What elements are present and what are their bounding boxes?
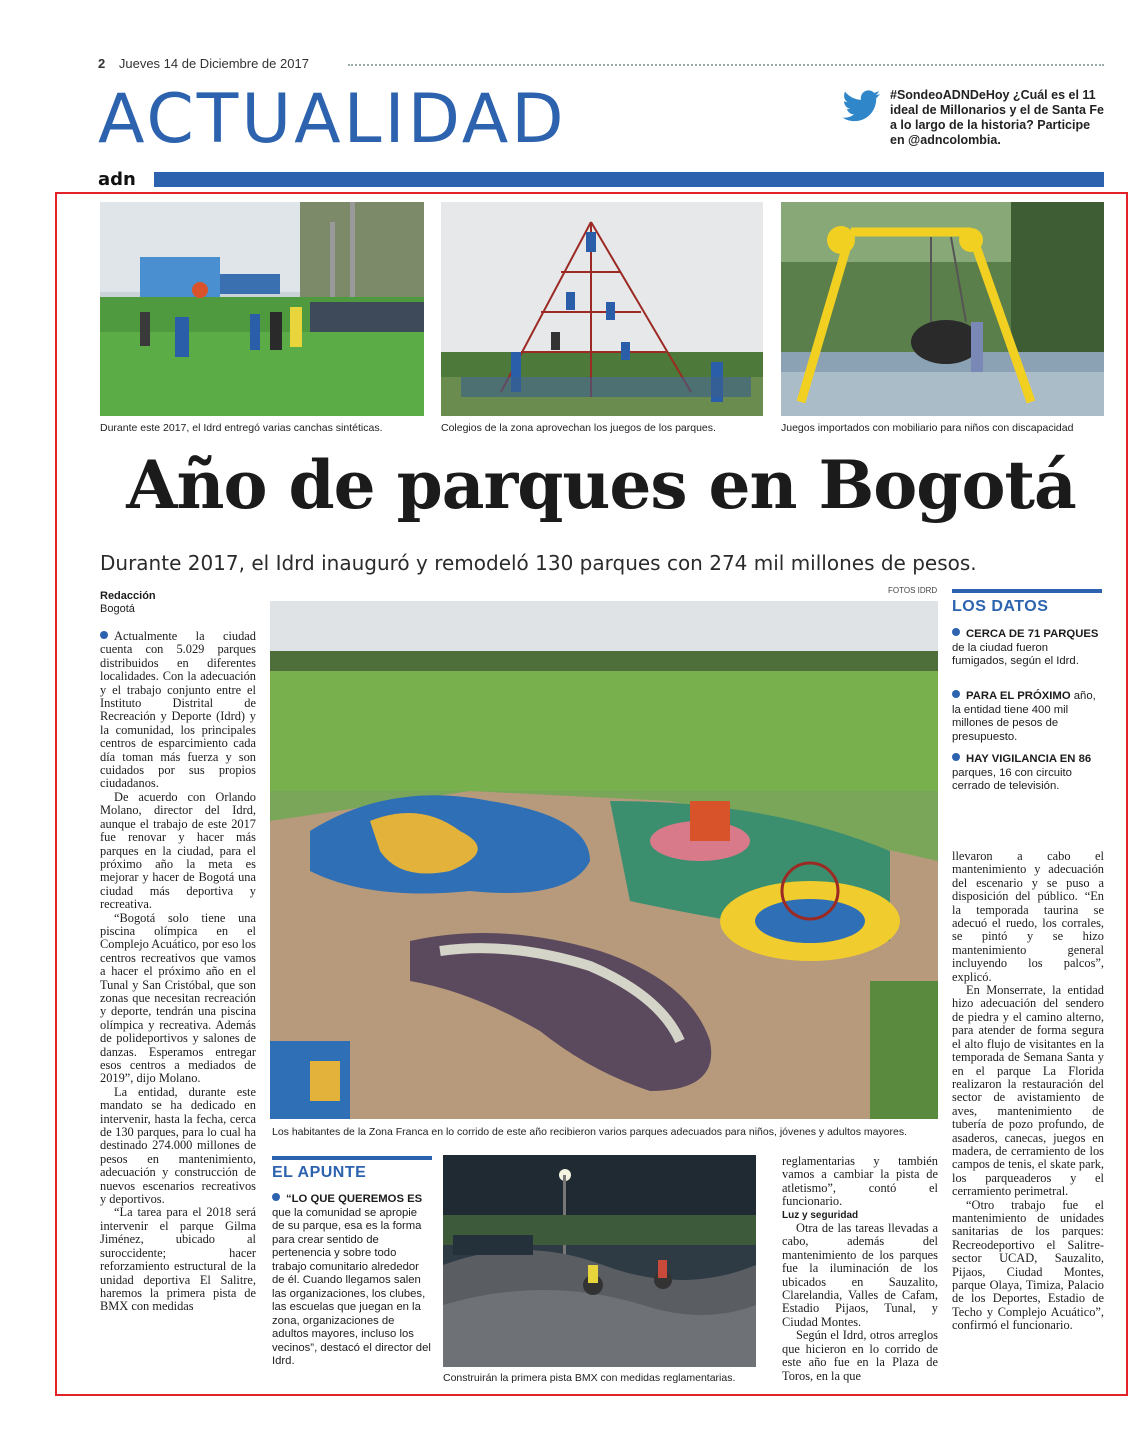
apunte-title: EL APUNTE	[272, 1164, 367, 1181]
section-subhead: Luz y seguridad	[782, 1209, 859, 1221]
subheadline: Durante 2017, el Idrd inauguró y remodeló 130 parques con 274 mil millones de pesos.	[100, 551, 977, 575]
article-column-3	[782, 1155, 938, 1383]
twitter-bird-icon	[842, 90, 882, 124]
bullet-icon	[100, 631, 108, 639]
bullet-icon	[952, 628, 960, 636]
article-column-4	[952, 850, 1104, 1333]
apunte-rule	[272, 1156, 432, 1160]
photo-bmx-track	[443, 1155, 756, 1367]
caption-pyramid: Colegios de la zona aprovechan los juegos de los parques.	[441, 422, 716, 434]
tweet-promo[interactable]	[842, 88, 1104, 154]
tweet-text: #SondeoADNDeHoy ¿Cuál es el 11 ideal de Millonarios y el de Santa Fe a lo largo de la historia? Participe en @adncolombia.	[890, 88, 1104, 147]
page-number: 2	[98, 56, 106, 71]
brand-bar	[98, 171, 1104, 188]
apunte-quote: “LO QUE QUEREMOS ES que la comunidad se apropie de su parque, esa es la forma para crear sentido de pertenencia y sobre todo trabajo comunitario alrededor de él. Cuando llegamos salen las organizaciones, los clubes, las escuelas que juegan en la zona, organizaciones de adultos mayores, incluso los vecinos”, destacó el director del Idrd.	[272, 1193, 431, 1367]
paragraph: Según el Idrd, otros arreglos que hicieron en lo corrido de este año fue en la Plaza de Toros, en la que	[782, 1328, 938, 1383]
datos-item: CERCA DE 71 PARQUES de la ciudad fueron fumigados, según el Idrd.	[952, 628, 1099, 667]
paragraph: “Bogotá solo tiene una piscina olímpica en el Complejo Acuático, por eso los centros recreativos que vamos a hacer el próximo año en el Tunal y San Cristóbal, que son zonas que necesitan recreación y deporte, tendrán una piscina olímpica y recreativa. Además de polideportivos y salones de danzas. Esperamos entregar esos centros a mediados de 2019”, dijo Molano.	[100, 910, 256, 1086]
brand-stripe	[154, 172, 1104, 187]
paragraph: Actualmente la ciudad cuenta con 5.029 parques distribuidos en diferentes localidades. Con la adecuación y el trabajo conjunto entre el Instituto Distrital de Recreación y Deporte (Idrd) y la comunidad, los principales centros de esparcimiento cada día toman más fuerza y son cuidados por sus propios ciudadanos.	[100, 629, 256, 791]
caption-swing: Juegos importados con mobiliario para niños con discapacidad	[781, 422, 1074, 434]
paragraph: “La tarea para el 2018 será intervenir el parque Gilma Jiménez, ubicado al suroccidente; hacer reforzamiento estructural de la unidad deportiva El Salitre, haremos la primera pista de BMX con medidas	[100, 1205, 256, 1314]
datos-item: PARA EL PRÓXIMO año, la entidad tiene 400 mil millones de pesos de presupuesto.	[952, 690, 1096, 743]
section-title: ACTUALIDAD	[98, 80, 567, 159]
paragraph: llevaron a cabo el mantenimiento y adecuación del escenario y se puso a disposición del público. “En la temporada taurina se adecuó el ruedo, los corrales, se pintó y se hizo mantenimiento general incluyendo los palcos”, explicó.	[952, 849, 1104, 984]
page-header	[98, 56, 1104, 74]
photo-zona-franca-park	[270, 601, 938, 1119]
photo-climbing-pyramid	[441, 202, 763, 416]
paragraph: De acuerdo con Orlando Molano, director del Idrd, aunque el trabajo de este 2017 fue renovar y hacer más parques en la ciudad, para el próximo año la meta es mejorar y hacer de Bogotá una ciudad más deportiva y recreativa.	[100, 789, 256, 912]
bullet-icon	[952, 690, 960, 698]
caption-bmx: Construirán la primera pista BMX con medidas reglamentarias.	[443, 1372, 736, 1384]
bullet-icon	[952, 753, 960, 761]
paragraph: En Monserrate, la entidad hizo adecuación del sendero de piedra y el camino alterno, para atender de forma segura el alto flujo de visitantes en la temporada de Semana Santa y en el parque La Florida realizaron la restauración del sector de avistamiento de aves, mantenimiento de tubería de pozo profundo, de asaderos, canecas, juegos en madera, de cerramiento de los campos de tenis, el skate park, los parqueaderos y el cerramiento perimetral.	[952, 983, 1104, 1199]
photo-adaptive-swing	[781, 202, 1104, 416]
datos-item: HAY VIGILANCIA EN 86 parques, 16 con circuito cerrado de televisión.	[952, 753, 1092, 792]
paragraph: reglamentarias y también vamos a cambiar la pista de atletismo”, contó el funcionario.	[782, 1154, 938, 1209]
byline	[100, 590, 156, 616]
dotted-rule	[348, 64, 1104, 66]
caption-main-photo: Los habitantes de la Zona Franca en lo corrido de este año recibieron varios parques adecuados para niños, jóvenes y adultos mayores.	[272, 1126, 908, 1138]
photo-soccer-field	[100, 202, 424, 416]
bullet-icon	[272, 1193, 280, 1201]
paragraph: “Otro trabajo fue el mantenimiento de unidades sanitarias de los parques: Recreodeportivo el Salitre-sector UCAD, Sauzalito, Pijaos, Ciudad Montes, parque Olaya, Timiza, Palacio de los Deportes, Estadio de Techo y Complejo Acuático”, confirmó el funcionario.	[952, 1197, 1104, 1333]
datos-title: LOS DATOS	[952, 598, 1049, 615]
datos-rule	[952, 589, 1102, 593]
byline-role: Redacción	[100, 590, 156, 602]
article-column-1	[100, 630, 256, 1314]
caption-soccer: Durante este 2017, el Idrd entregó varias canchas sintéticas.	[100, 422, 383, 434]
paragraph: La entidad, durante este mandato se ha dedicado en intervenir, hasta la fecha, cerca de 130 parques, para lo cual ha destinado 274.000 millones de pesos en mantenimiento, adecuación y construcción de nuevos escenarios recreativos y deportivos.	[100, 1084, 256, 1207]
photo-credit: FOTOS IDRD	[888, 586, 938, 595]
paragraph: Otra de las tareas llevadas a cabo, además del mantenimiento de los parques fue la iluminación de los ubicados en Sauzalito, Clarelandia, Valles de Cafam, Estadio Pijaos, Tunal, y Ciudad Montes.	[782, 1221, 938, 1329]
issue-date: Jueves 14 de Diciembre de 2017	[118, 56, 309, 71]
adn-logo: adn	[98, 169, 136, 190]
byline-city: Bogotá	[100, 603, 135, 615]
headline: Año de parques en Bogotá	[126, 446, 1076, 524]
